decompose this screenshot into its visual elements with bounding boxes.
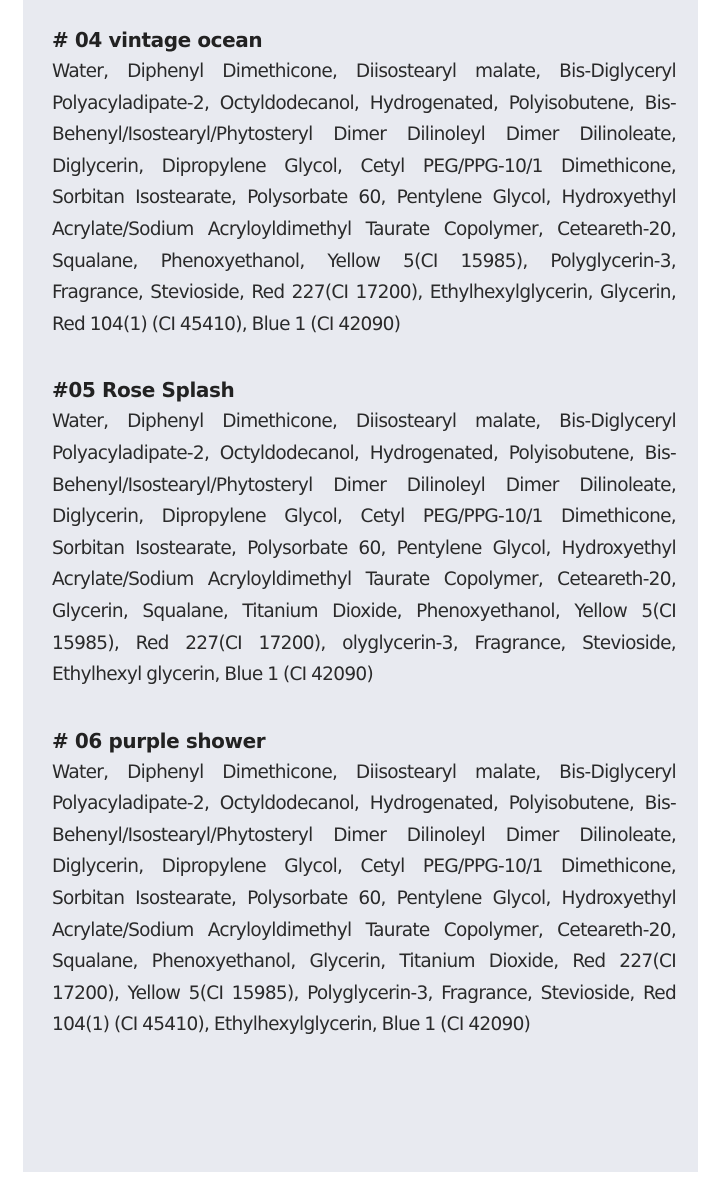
ingredient-section-05	[52, 374, 676, 690]
ingredient-list: Water, Diphenyl Dimethicone, Diisostearyl malate, Bis-Diglyceryl Polyacyladipate-2, Octyldodecanol, Hydrogenated, Polyisobutene, Bis-Behenyl/Isostearyl/Phytosteryl Dimer Dilinoleyl Dimer Dilinoleate, Diglycerin, Dipropylene Glycol, Cetyl PEG/PPG-10/1 Dimethicone, Sorbitan Isostearate, Polysorbate 60, Pentylene Glycol, Hydroxyethyl Acrylate/Sodium Acryloyldimethyl Taurate Copolymer, Ceteareth-20, Glycerin, Squalane, Titanium Dioxide, Phenoxyethanol, Yellow 5(CI 15985), Red 227(CI 17200), olyglycerin-3, Fragrance, Stevioside, Ethylhexyl glycerin, Blue 1 (CI 42090)	[52, 411, 676, 686]
ingredient-list: Water, Diphenyl Dimethicone, Diisostearyl malate, Bis-Diglyceryl Polyacyladipate-2, Octyldodecanol, Hydrogenated, Polyisobutene, Bis-Behenyl/Isostearyl/Phytosteryl Dimer Dilinoleyl Dimer Dilinoleate, Diglycerin, Dipropylene Glycol, Cetyl PEG/PPG-10/1 Dimethicone, Sorbitan Isostearate, Polysorbate 60, Pentylene Glycol, Hydroxyethyl Acrylate/Sodium Acryloyldimethyl Taurate Copolymer, Ceteareth-20, Squalane, Phenoxyethanol, Glycerin, Titanium Dioxide, Red 227(CI 17200), Yellow 5(CI 15985), Polyglycerin-3, Fragrance, Stevioside, Red 104(1) (CI 45410), Ethylhexylglycerin, Blue 1 (CI 42090)	[52, 761, 676, 1036]
ingredient-section-06	[52, 725, 676, 1041]
ingredient-list: Water, Diphenyl Dimethicone, Diisostearyl malate, Bis-Diglyceryl Polyacyladipate-2, Octyldodecanol, Hydrogenated, Polyisobutene, Bis-Behenyl/Isostearyl/Phytosteryl Dimer Dilinoleyl Dimer Dilinoleate, Diglycerin, Dipropylene Glycol, Cetyl PEG/PPG-10/1 Dimethicone, Sorbitan Isostearate, Polysorbate 60, Pentylene Glycol, Hydroxyethyl Acrylate/Sodium Acryloyldimethyl Taurate Copolymer, Ceteareth-20, Squalane, Phenoxyethanol, Yellow 5(CI 15985), Polyglycerin-3, Fragrance, Stevioside, Red 227(CI 17200), Ethylhexylglycerin, Glycerin, Red 104(1) (CI 45410), Blue 1 (CI 42090)	[52, 61, 676, 335]
ingredients-panel	[23, 0, 698, 1172]
section-title: #05 Rose Splash	[52, 378, 235, 403]
ingredient-section-04	[52, 24, 676, 340]
section-title: # 06 purple shower	[52, 728, 266, 753]
section-title: # 04 vintage ocean	[52, 28, 263, 52]
